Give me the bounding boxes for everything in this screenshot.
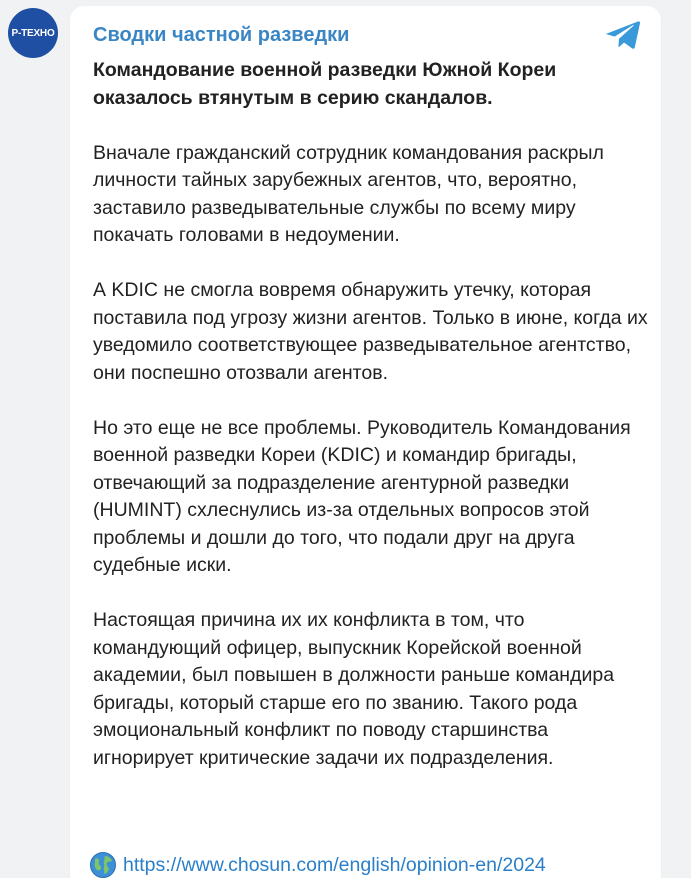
source-link-row xyxy=(89,851,546,878)
post-paragraph: А KDIC не смогла вовремя обнаружить утечку, которая поставила под угрозу жизни агентов. Только в июне, когда их уведомило соответствующее разведывательное агентство, они поспешно отозвали агентов. xyxy=(93,279,648,384)
avatar-logo-text: Р-ТЕХНО xyxy=(11,27,55,39)
channel-avatar[interactable] xyxy=(8,8,58,58)
source-link[interactable]: https://www.chosun.com/english/opinion-en/2024 xyxy=(123,853,546,876)
channel-name[interactable]: Сводки частной разведки xyxy=(93,24,350,46)
post-headline: Командование военной разведки Южной Кореи оказалось втянутым в серию скандалов. xyxy=(93,59,557,109)
message-bubble xyxy=(70,6,661,878)
globe-icon xyxy=(89,851,117,878)
telegram-icon[interactable] xyxy=(605,20,641,50)
post-paragraph: Настоящая причина их их конфликта в том, что командующий офицер, выпускник Корейской военной академии, был повышен в должности раньше командира бригады, который старше его по званию. Такого рода эмоциональный конфликт по поводу старшинства игнорирует критические задачи их подразделения. xyxy=(93,609,615,769)
post-paragraph: Но это еще не все проблемы. Руководитель Командования военной разведки Кореи (KDIC) и командир бригады, отвечающий за подразделение агентурной разведки (HUMINT) схлеснулись из-за отдельных вопросов этой проблемы и дошли до того, что подали друг на друга судебные иски. xyxy=(93,416,631,576)
post-paragraph: Вначале гражданский сотрудник командования раскрыл личности тайных зарубежных агентов, что, вероятно, заставило разведывательные службы по всему миру покачать головами в недоумении. xyxy=(93,141,604,246)
message-text xyxy=(93,57,648,800)
